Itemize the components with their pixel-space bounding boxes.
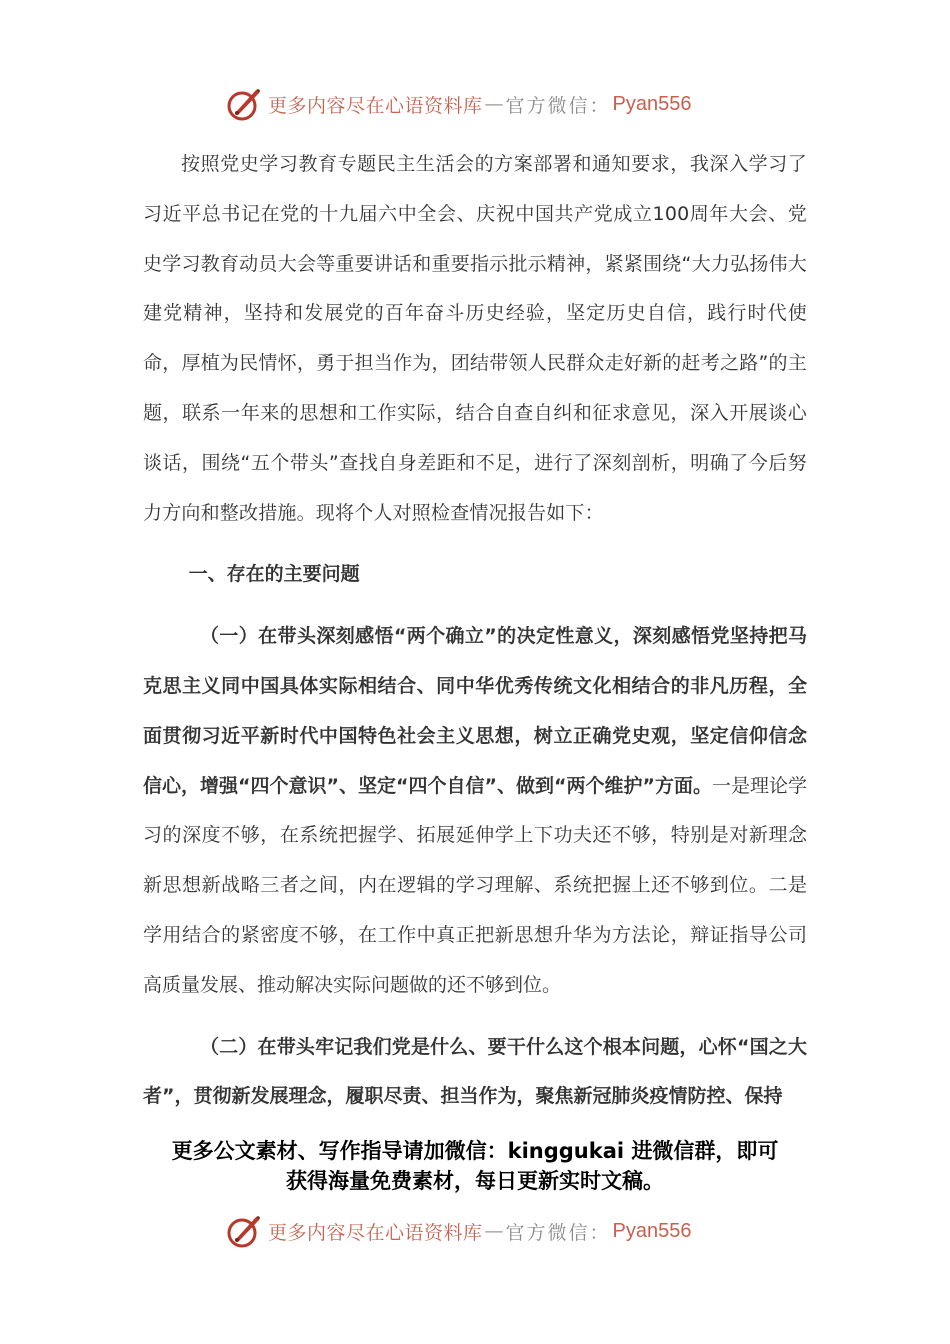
banner-title: 更多内容尽在心语资料库 [268,94,483,117]
section-heading: 一、存在的主要问题 [188,563,360,586]
quill-logo-icon [226,1213,262,1249]
quill-logo-icon [226,86,262,122]
promo-notice [150,1136,800,1196]
item-2-paragraph [143,1023,807,1123]
item-1-body: 一是理论学习的深度不够，在系统把握学、拓展延伸学上下功夫还不够，特别是对新理念新思想新战略三者之间，内在逻辑的学习理解、系统把握上还不够到位。二是学用结合的紧密度不够，在工作中真正把新思想升华为方法论，辩证指导公司高质量发展、推动解决实际问题做的还不够到位。 [143,774,807,996]
footer-wechat-id: Pyan556 [612,1219,692,1242]
item-1-heading: （一）在带头深刻感悟“两个确立”的决定性意义，深刻感悟党坚持把马克思主义同中国具体实际相结合、同中华优秀传统文化相结合的非凡历程，全面贯彻习近平新时代中国特色社会主义思想，树立正确党史观，坚定信仰信念信心，增强“四个意识”、坚定“四个自信”、做到“两个维护”方面。 [143,625,807,797]
banner-official-label: 官方微信： [505,94,611,117]
footer-banner-separator: — [484,1220,504,1242]
header-banner [226,84,692,124]
footer-banner-title: 更多内容尽在心语资料库 [268,1221,483,1244]
footer-official-label: 官方微信： [505,1221,611,1244]
item-2-heading: （二）在带头牢记我们党是什么、要干什么这个根本问题，心怀“国之大者”，贯彻新发展理念，履职尽责、担当作为，聚焦新冠肺炎疫情防控、保持 [143,1035,807,1108]
banner-separator: — [484,93,504,115]
promo-line-1: 更多公文素材、写作指导请加微信：kinggukai 进微信群，即可 [171,1139,779,1163]
intro-paragraph: 按照党史学习教育专题民主生活会的方案部署和通知要求，我深入学习了习近平总书记在党的十九届六中全会、庆祝中国共产党成立100周年大会、党史学习教育动员大会等重要讲话和重要指示批示精神，紧紧围绕“大力弘扬伟大建党精神，坚持和发展党的百年奋斗历史经验，坚定历史自信，践行时代使命，厚植为民情怀，勇于担当作为，团结带领人民群众走好新的赶考之路”的主题，联系一年来的思想和工作实际，结合自查自纠和征求意见，深入开展谈心谈话，围绕“五个带头”查找自身差距和不足，进行了深刻剖析，明确了今后努力方向和整改措施。现将个人对照检查情况报告如下： [143,153,807,524]
document-body [143,140,807,1122]
item-1-paragraph [143,612,807,1010]
banner-wechat-id: Pyan556 [612,92,692,115]
promo-line-2: 获得海量免费素材，每日更新实时文稿。 [286,1169,664,1193]
footer-banner [226,1211,692,1251]
